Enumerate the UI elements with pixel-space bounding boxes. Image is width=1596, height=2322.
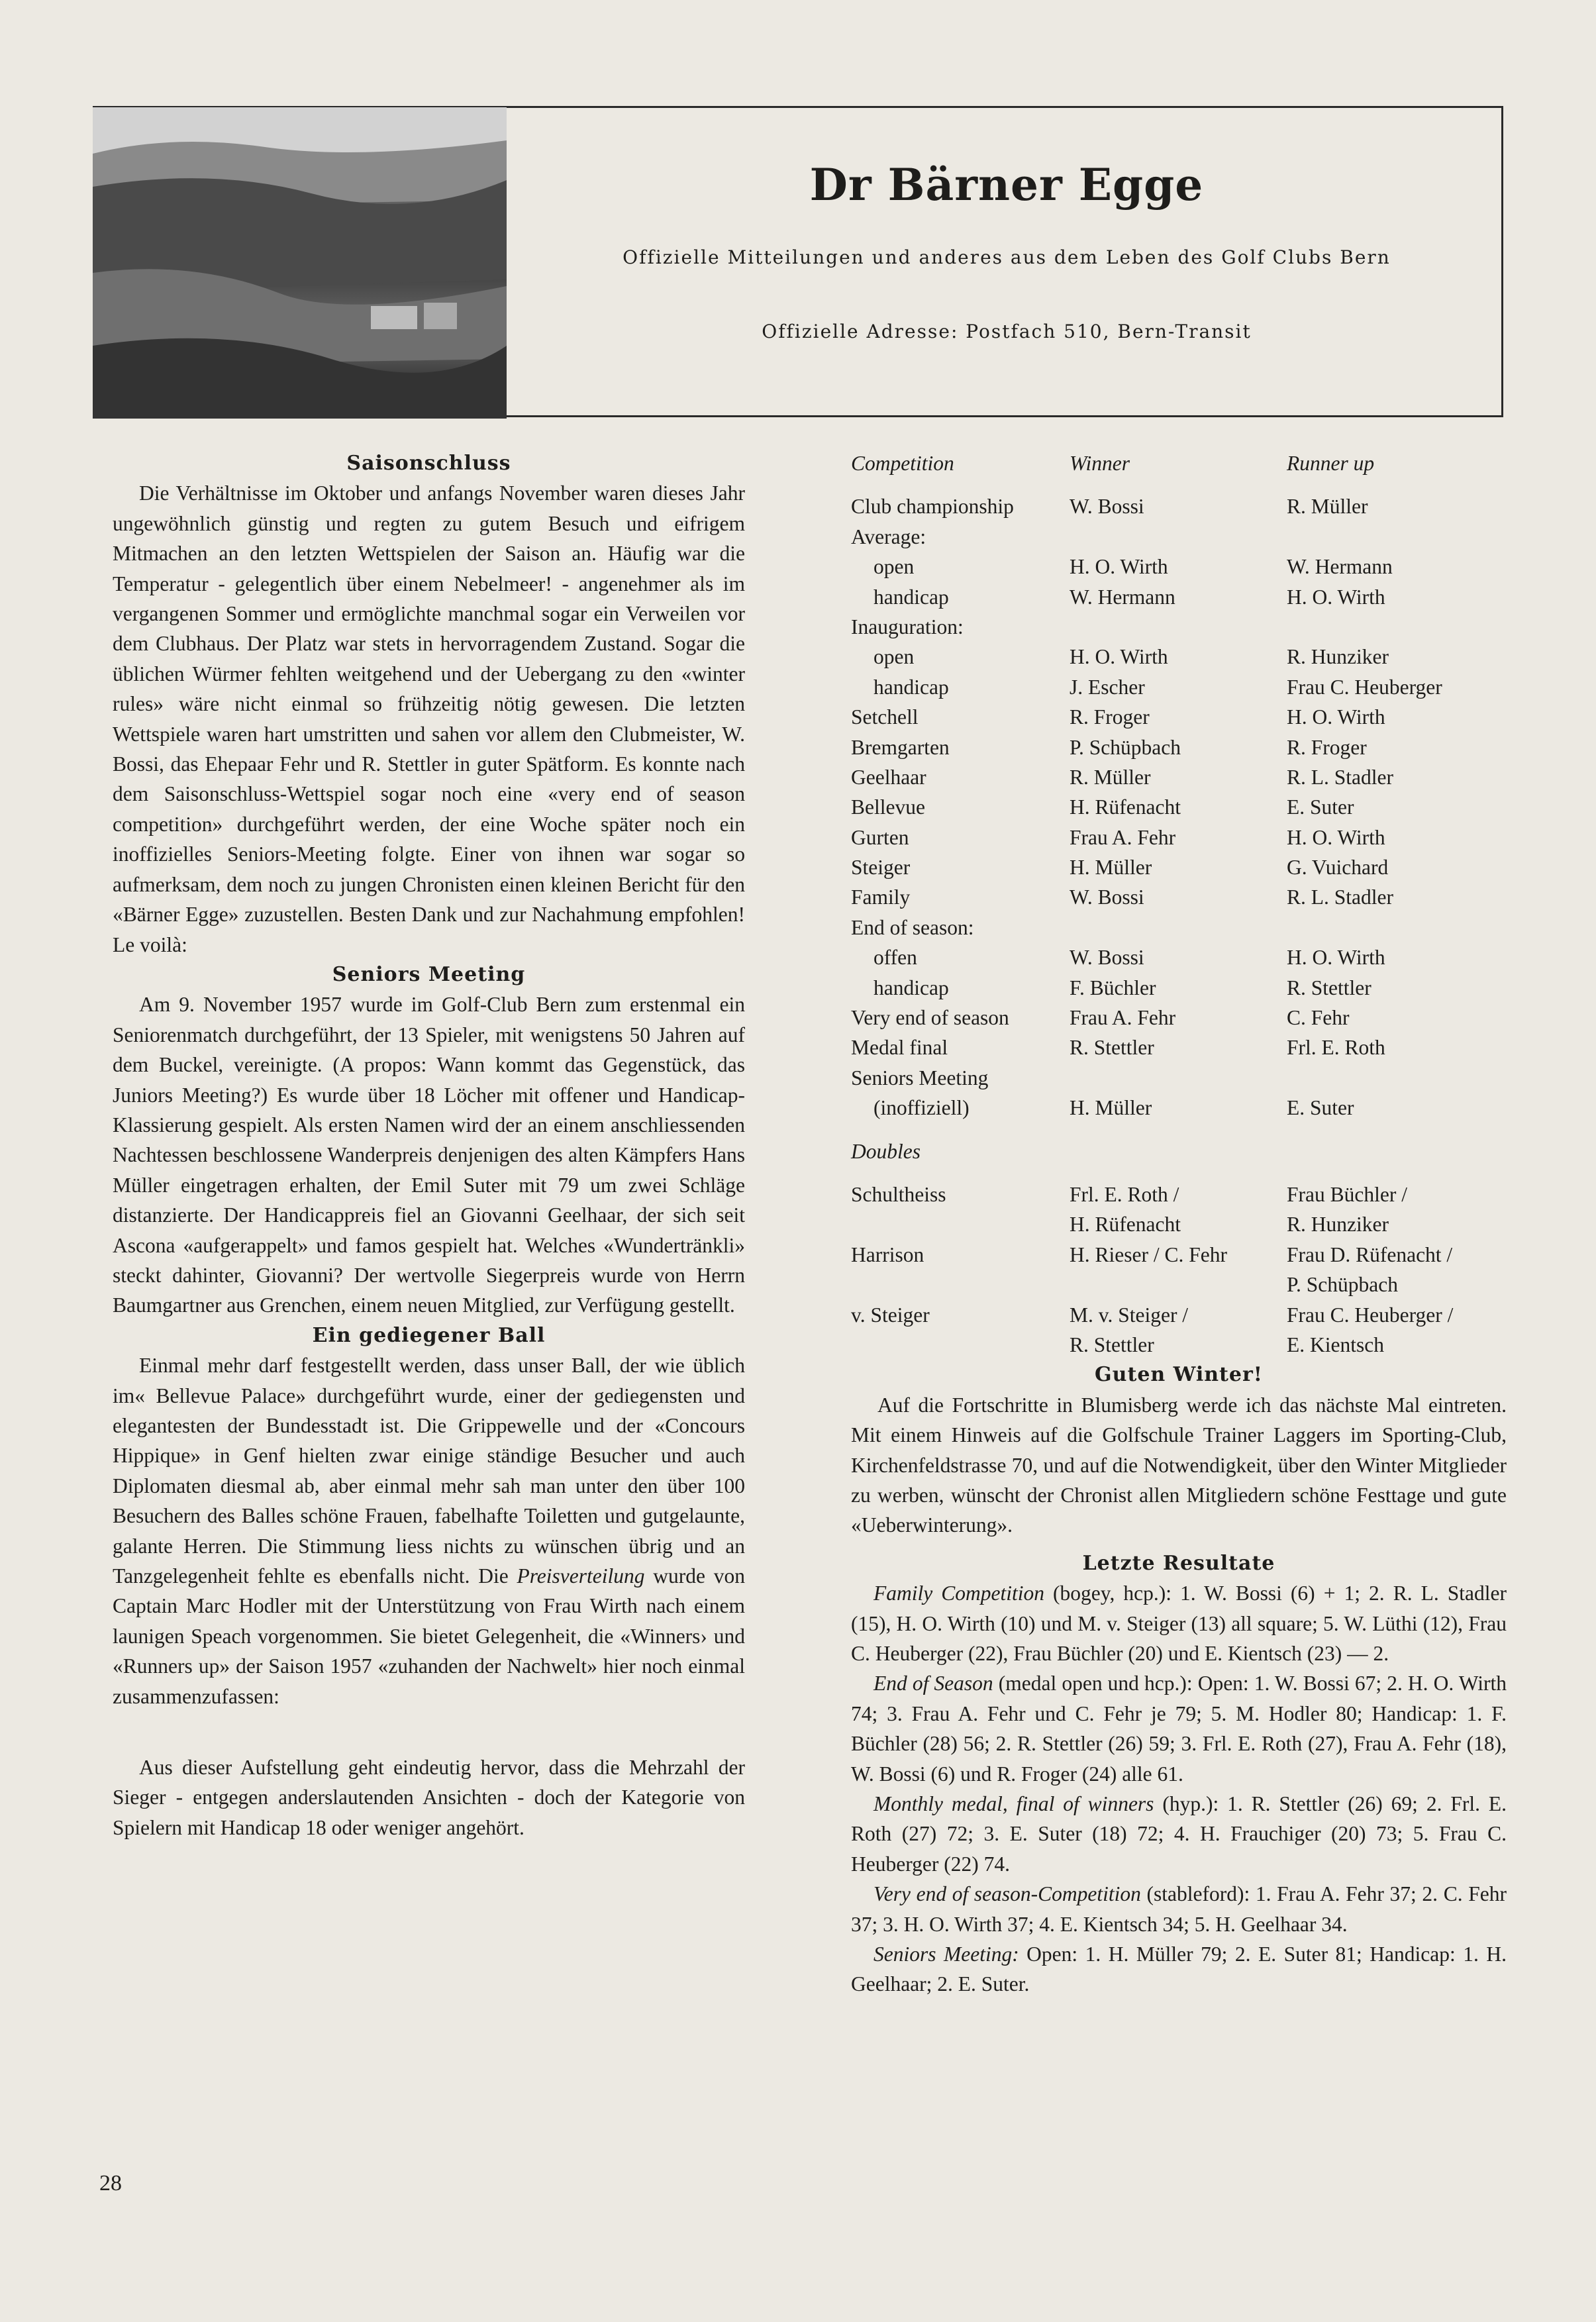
table-row — [851, 792, 1507, 822]
cell-runner-up: Frau D. Rüfenacht / — [1287, 1242, 1453, 1266]
table-row — [851, 1033, 1507, 1062]
table-row — [851, 582, 1507, 612]
paragraph-guten-winter: Auf die Fortschritte in Blumisberg werde ich das nächste Mal eintreten. Mit einem Hinweis auf die Golfschule Trainer Laggers im Sporting-Club, Kirchenfeldstrasse 70, und auf die Notwendigkeit, über den Winter Mitglieder zu werben, wünscht der Chronist allen Mitgliedern schöne Festtage und gute «Ueberwinterung». — [851, 1393, 1507, 1537]
cell-competition: Very end of season — [851, 1006, 1009, 1030]
heading-saisonschluss: Saisonschluss — [346, 452, 511, 475]
cell-runner-up: R. Müller — [1287, 495, 1368, 519]
result-label: Seniors Meeting: — [873, 1943, 1019, 1966]
table-row — [851, 612, 1507, 642]
heading-seniors-meeting: Seniors Meeting — [332, 962, 526, 986]
cell-runner-up: H. O. Wirth — [1287, 705, 1385, 729]
cell-competition: open — [873, 555, 915, 579]
doubles-label-text: Doubles — [851, 1139, 921, 1163]
result-label: End of Season — [873, 1672, 993, 1695]
cell-winner: M. v. Steiger / — [1070, 1303, 1189, 1327]
result-text: (medal open und hcp.): Open: 1. W. Bossi 67; 2. H. O. Wirth 74; 3. Frau A. Fehr und C. Fehr je 79; 5. M. Hodler 80; Handicap: 1. F. Büchler (28) 56; 2. R. Stettler (26) 59; 3. Frl. E. Roth (27), Frau A. Fehr (18), W. Bossi (6) und R. Froger (24) alle 61. — [851, 1672, 1507, 1786]
doubles-label — [851, 1136, 1507, 1166]
cell-winner: H. Rüfenacht — [1070, 1213, 1181, 1237]
masthead-title: Dr Bärner Egge — [809, 159, 1204, 211]
cell-competition: handicap — [873, 675, 949, 699]
cell-competition: End of season: — [851, 915, 974, 939]
cell-runner-up: R. Froger — [1287, 735, 1367, 759]
paragraph-ball-emphasis: Preisverteilung — [517, 1564, 645, 1588]
right-column — [851, 448, 1507, 1999]
cell-runner-up: C. Fehr — [1287, 1006, 1350, 1030]
table-row — [851, 491, 1507, 521]
masthead-subtitle: Offizielle Mitteilungen und anderes aus dem Leben des Golf Clubs Bern — [623, 246, 1391, 268]
cell-runner-up: Frau C. Heuberger / — [1287, 1303, 1454, 1327]
landscape-photo — [93, 107, 507, 419]
paragraph-ball-text-b: wurde von Captain Marc Hodler mit der Unterstützung von Frau Wirth nach einem launigen Speach vorgenommen. Sie bietet Gelegenheit, die «Winners› und «Runners up» der Saison 1957 «zuhanden der Nachwelt» hier noch einmal zusammenzufassen: — [113, 1564, 745, 1708]
cell-winner: P. Schüpbach — [1070, 735, 1181, 759]
paragraph-ball-text-a: Einmal mehr darf festgestellt werden, dass unser Ball, der wie üblich im« Bellevue Palace» durchgeführt wurde, einer der gediegensten und elegantesten der Bundesstadt ist. Die Grippewelle und der «Concours Hippique» in Genf hielten zwar einige ständige Besucher und auch Diplomaten diesmal ab, aber einmal mehr sah man unter den über 100 Besuchern des Balles schöne Frauen, fabelhafte Toiletten und gutgelaunte, galante Herren. Die Stimmung liess nichts zu wünschen übrig und an Tanzgelegenheit fehlte es ebenfalls nicht. Die — [113, 1354, 745, 1588]
cell-competition: Bellevue — [851, 795, 925, 819]
cell-competition: Steiger — [851, 856, 911, 880]
cell-winner: H. O. Wirth — [1070, 645, 1168, 669]
heading-letzte-resultate: Letzte Resultate — [1082, 1551, 1275, 1575]
cell-winner: W. Bossi — [1070, 885, 1144, 909]
cell-competition: Medal final — [851, 1036, 948, 1060]
cell-winner: Frau A. Fehr — [1070, 1006, 1176, 1030]
masthead-address: Offizielle Adresse: Postfach 510, Bern-Transit — [762, 321, 1252, 342]
table-row — [851, 882, 1507, 912]
cell-winner: W. Bossi — [1070, 495, 1144, 519]
cell-runner-up: E. Suter — [1287, 795, 1354, 819]
cell-competition: handicap — [873, 976, 949, 999]
cell-winner: H. O. Wirth — [1070, 555, 1168, 579]
cell-competition: Geelhaar — [851, 765, 926, 789]
result-paragraph — [851, 1789, 1507, 1879]
table-row — [851, 522, 1507, 552]
cell-competition: Average: — [851, 525, 926, 548]
table-row — [851, 913, 1507, 942]
cell-competition: Family — [851, 885, 911, 909]
doubles-row — [851, 1300, 1507, 1330]
table-row — [851, 852, 1507, 882]
cell-winner: H. Rüfenacht — [1070, 795, 1181, 819]
cell-winner: Frau A. Fehr — [1070, 825, 1176, 849]
cell-winner: R. Stettler — [1070, 1333, 1154, 1356]
table-row — [851, 942, 1507, 972]
table-row — [851, 642, 1507, 672]
cell-winner: W. Hermann — [1070, 585, 1175, 609]
cell-runner-up: R. Hunziker — [1287, 645, 1389, 669]
cell-competition: v. Steiger — [851, 1303, 930, 1327]
cell-runner-up: R. Hunziker — [1287, 1213, 1389, 1237]
paragraph-saisonschluss: Die Verhältnisse im Oktober und anfangs November waren dieses Jahr ungewöhnlich günstig und regten zu gutem Besuch und eifrigem Mitmachen an den letzten Wettspielen der Saison an. Häufig war die Temperatur - gelegentlich über einem Nebelmeer! - angenehmer als im vergangenen Sommer und ermöglichte manchmal sogar ein Verweilen vor dem Clubhaus. Der Platz war stets in hervorragendem Zustand. Sogar die üblichen Würmer fehlten weitgehend und der Uebergang zu den «winter rules» wäre nicht einmal so frühzeitig nötig gewesen. Die letzten Wettspiele waren hart umstritten und sahen vor allem den Clubmeister, W. Bossi, das Ehepaar Fehr und R. Stettler in guter Spätform. Es konnte nach dem Saisonschluss-Wettspiel sogar noch eine «very end of season competition» durchgeführt werden, der eine Woche später noch ein inoffizielles Seniors-Meeting folgte. Einer von ihnen war sogar so aufmerksam, dem noch zu jungen Chronisten einen kleinen Bericht für den «Bärner Egge» zuzustellen. Besten Dank und zur Nachahmung empfohlen! Le voilà: — [113, 481, 745, 956]
paragraph-ball — [113, 1350, 745, 1711]
table-row — [851, 762, 1507, 792]
page-number: 28 — [99, 2171, 122, 2196]
heading-ball: Ein gediegener Ball — [312, 1323, 546, 1347]
cell-runner-up: H. O. Wirth — [1287, 585, 1385, 609]
cell-winner: H. Müller — [1070, 856, 1152, 880]
cell-winner: H. Müller — [1070, 1096, 1152, 1120]
table-header — [851, 448, 1507, 478]
result-text: (hyp.): 1. R. Stettler (26) 69; 2. Frl. E. Roth (27) 72; 3. E. Suter (18) 72; 4. H. Frauchiger (20) 73; 5. Frau C. Heuberger (22) 74. — [851, 1792, 1507, 1876]
cell-winner: J. Escher — [1070, 675, 1145, 699]
cell-competition: Inauguration: — [851, 615, 964, 638]
doubles-row — [851, 1330, 1507, 1360]
cell-winner: F. Büchler — [1070, 976, 1156, 999]
cell-competition: Setchell — [851, 705, 919, 729]
table-row — [851, 1093, 1507, 1123]
cell-runner-up: W. Hermann — [1287, 555, 1393, 579]
result-label: Very end of season-Competition — [873, 1882, 1141, 1906]
result-text: (bogey, hcp.): 1. W. Bossi (6) + 1; 2. R. L. Stadler (15), H. O. Wirth (10) und M. v. Steiger (13) all square; 5. W. Lüthi (12), Frau C. Heuberger (22), Frau Büchler (20) und E. Kientsch (23) — 2. — [851, 1582, 1507, 1665]
cell-competition: (inoffiziell) — [873, 1096, 970, 1120]
cell-runner-up: P. Schüpbach — [1287, 1273, 1398, 1297]
cell-runner-up: R. L. Stadler — [1287, 885, 1393, 909]
table-row — [851, 973, 1507, 1003]
result-label: Family Competition — [873, 1582, 1045, 1605]
header-winner: Winner — [1070, 452, 1130, 475]
cell-runner-up: G. Vuichard — [1287, 856, 1389, 880]
table-row — [851, 552, 1507, 581]
cell-competition: Schultheiss — [851, 1182, 946, 1206]
table-row — [851, 672, 1507, 702]
cell-winner: R. Stettler — [1070, 1036, 1154, 1060]
doubles-row — [851, 1209, 1507, 1239]
result-text: Open: 1. H. Müller 79; 2. E. Suter 81; Handicap: 1. H. Geelhaar; 2. E. Suter. — [851, 1943, 1507, 1996]
cell-runner-up: Frau Büchler / — [1287, 1182, 1407, 1206]
cell-runner-up: R. L. Stadler — [1287, 765, 1393, 789]
cell-runner-up: E. Suter — [1287, 1096, 1354, 1120]
cell-competition: Gurten — [851, 825, 909, 849]
cell-competition: open — [873, 645, 915, 669]
doubles-row — [851, 1240, 1507, 1270]
cell-winner: Frl. E. Roth / — [1070, 1182, 1179, 1206]
cell-competition: Seniors Meeting — [851, 1066, 989, 1089]
table-row — [851, 732, 1507, 762]
cell-winner: R. Froger — [1070, 705, 1150, 729]
paragraph-seniors-meeting: Am 9. November 1957 wurde im Golf-Club Bern zum erstenmal ein Seniorenmatch durchgeführt, der 13 Spieler, mit wenigstens 50 Jahren auf dem Buckel, vereinigte. (A propos: Wann kommt das Gegenstück, das Juniors Meeting?) Es wurde über 18 Löcher mit offener und Handicap-Klassierung gespielt. Als ersten Namen wird der an einem anschliessenden Nachtessen beschlossene Wanderpreis denjenigen des alten Kämpfers Hans Müller eingetragen erhalten, der Emil Suter mit 79 um zwei Schläge distanzierte. Der Handicappreis fiel an Giovanni Geelhaar, der sich seit Ascona «aufgerappelt» und famos gespielt hat. Welches «Wundertränkli» steckt dahinter, Giovanni? Der wertvolle Siegerpreis wurde von Herrn Baumgartner aus Grenchen, einem neuen Mitglied, zur Verfügung gestellt. — [113, 993, 745, 1317]
heading-guten-winter: Guten Winter! — [1095, 1363, 1263, 1387]
table-row — [851, 1003, 1507, 1033]
left-column — [113, 448, 745, 1842]
cell-runner-up: H. O. Wirth — [1287, 946, 1385, 970]
cell-winner: W. Bossi — [1070, 946, 1144, 970]
doubles-row — [851, 1270, 1507, 1299]
cell-competition: Club championship — [851, 495, 1014, 519]
cell-winner: H. Rieser / C. Fehr — [1070, 1242, 1227, 1266]
cell-competition: handicap — [873, 585, 949, 609]
paragraph-conclusion: Aus dieser Aufstellung geht eindeutig hervor, dass die Mehrzahl der Sieger - entgegen anderslautenden Ansichten - doch der Kategorie von Spielern mit Handicap 18 oder weniger angehört. — [113, 1756, 745, 1839]
table-row — [851, 823, 1507, 852]
result-text: (stableford): 1. Frau A. Fehr 37; 2. C. Fehr 37; 3. H. O. Wirth 37; 4. E. Kientsch 34; 5. H. Geelhaar 34. — [851, 1882, 1507, 1936]
result-paragraph — [851, 1879, 1507, 1939]
cell-runner-up: Frl. E. Roth — [1287, 1036, 1385, 1060]
result-label: Monthly medal, final of winners — [873, 1792, 1154, 1816]
cell-runner-up: E. Kientsch — [1287, 1333, 1384, 1356]
cell-runner-up: H. O. Wirth — [1287, 825, 1385, 849]
doubles-table — [851, 1180, 1507, 1360]
cell-competition: Bremgarten — [851, 735, 950, 759]
cell-runner-up: R. Stettler — [1287, 976, 1372, 999]
results-table — [851, 491, 1507, 1123]
result-paragraph — [851, 1668, 1507, 1789]
doubles-row — [851, 1180, 1507, 1209]
result-paragraph — [851, 1939, 1507, 1999]
cell-competition: offen — [873, 946, 917, 970]
cell-winner: R. Müller — [1070, 765, 1151, 789]
table-row — [851, 1063, 1507, 1093]
result-paragraph — [851, 1578, 1507, 1668]
header-competition: Competition — [851, 452, 954, 475]
table-row — [851, 702, 1507, 732]
header-runner-up: Runner up — [1287, 452, 1375, 475]
results-list — [851, 1578, 1507, 1999]
cell-runner-up: Frau C. Heuberger — [1287, 675, 1442, 699]
cell-competition: Harrison — [851, 1242, 924, 1266]
